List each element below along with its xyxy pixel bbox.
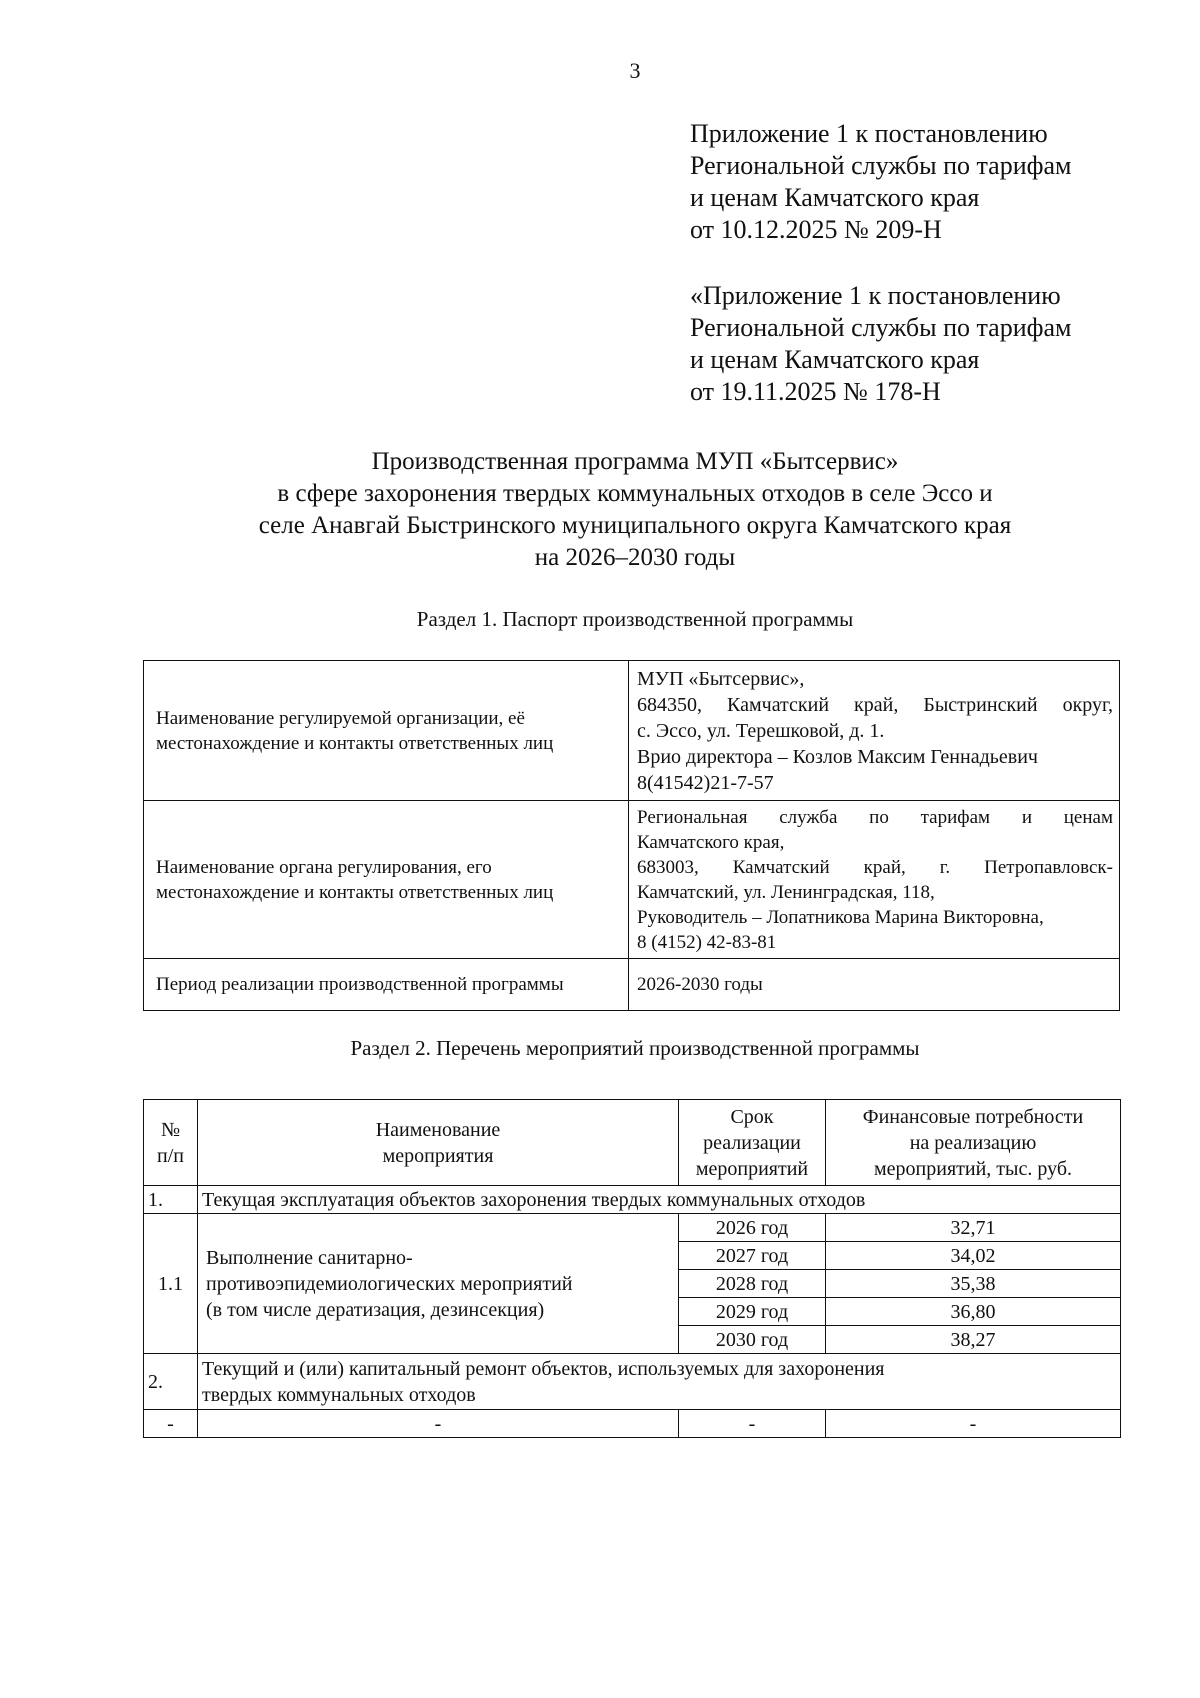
value-line: с. Эссо, ул. Терешковой, д. 1.: [637, 719, 885, 742]
year-cell: 2026 год: [679, 1214, 826, 1242]
events-item-row: [144, 1214, 1121, 1242]
group-title: Текущая эксплуатация объектов захоронения твердых коммунальных отходов: [198, 1186, 1121, 1214]
year-cell: 2029 год: [679, 1298, 826, 1326]
header-finance: Финансовые потребности на реализацию мероприятий, тыс. руб.: [826, 1100, 1121, 1186]
title-line: селе Анавгай Быстринского муниципального округа Камчатского края: [258, 512, 1012, 539]
value-line: 683003, Камчатский край, г. Петропавловск-: [637, 856, 1113, 878]
appendix-reference-current: [690, 118, 1160, 246]
value-line: Камчатского края,: [637, 831, 785, 853]
header-num: № п/п: [144, 1100, 198, 1186]
item-title: Выполнение санитарно- противоэпидемиологических мероприятий (в том числе дератизация, дезинсекция): [198, 1214, 679, 1354]
value-line: 8(41542)21-7-57: [637, 771, 774, 794]
events-empty-row: [144, 1410, 1121, 1438]
title-line: в сфере захоронения твердых коммунальных отходов в селе Эссо и: [277, 480, 993, 507]
passport-value: 2026-2030 годы: [629, 959, 1120, 1011]
value-cell: 34,02: [826, 1242, 1121, 1270]
value-line: Камчатский, ул. Ленинградская, 118,: [637, 881, 935, 903]
title-line: Производственная программа МУП «Бытсервис»: [371, 448, 899, 475]
passport-row-organization: [144, 661, 1120, 801]
group-title: Текущий и (или) капитальный ремонт объектов, используемых для захоронения твердых коммунальных отходов: [198, 1354, 1121, 1410]
appendix-line: Приложение 1 к постановлению: [690, 119, 1048, 148]
row-num: 2.: [144, 1354, 198, 1410]
section1-title: Раздел 1. Паспорт производственной программы: [416, 607, 854, 631]
value-line: 684350, Камчатский край, Быстринский округ,: [637, 693, 1113, 716]
year-cell: 2030 год: [679, 1326, 826, 1354]
dash-cell: -: [679, 1410, 826, 1438]
year-cell: 2028 год: [679, 1270, 826, 1298]
value-cell: 38,27: [826, 1326, 1121, 1354]
page-number: 3: [629, 58, 641, 83]
appendix-line: Региональной службы по тарифам: [690, 313, 1072, 342]
value-cell: 35,38: [826, 1270, 1121, 1298]
appendix-line: и ценам Камчатского края: [690, 183, 980, 212]
appendix-line: от 10.12.2025 № 209-Н: [690, 215, 942, 244]
appendix-line: и ценам Камчатского края: [690, 345, 980, 374]
appendix-reference-previous: [690, 280, 1160, 408]
passport-label: Наименование регулируемой организации, её местонахождение и контакты ответственных лиц: [144, 661, 629, 801]
title-line: на 2026–2030 годы: [534, 544, 736, 571]
value-line: 8 (4152) 42-83-81: [637, 931, 777, 953]
passport-label: Период реализации производственной программы: [144, 959, 629, 1011]
dash-cell: -: [144, 1410, 198, 1438]
header-term: Срок реализации мероприятий: [679, 1100, 826, 1186]
value-line: Врио директора – Козлов Максим Геннадьевич: [637, 745, 1038, 768]
events-group-row: [144, 1354, 1121, 1410]
events-group-row: [144, 1186, 1121, 1214]
passport-value: [629, 801, 1120, 959]
section2-title: Раздел 2. Перечень мероприятий производственной программы: [350, 1036, 920, 1060]
dash-cell: -: [198, 1410, 679, 1438]
year-cell: 2027 год: [679, 1242, 826, 1270]
passport-row-period: [144, 959, 1120, 1011]
value-line: Руководитель – Лопатникова Марина Викторовна,: [637, 906, 1044, 928]
value-cell: 36,80: [826, 1298, 1121, 1326]
passport-value: [629, 661, 1120, 801]
value-cell: 32,71: [826, 1214, 1121, 1242]
row-num: 1.1: [144, 1214, 198, 1354]
header-name: Наименование мероприятия: [198, 1100, 679, 1186]
appendix-line: Региональной службы по тарифам: [690, 151, 1072, 180]
appendix-line: «Приложение 1 к постановлению: [690, 281, 1061, 310]
dash-cell: -: [826, 1410, 1121, 1438]
value-line: Региональная служба по тарифам и ценам: [637, 806, 1113, 828]
value-line: МУП «Бытсервис»,: [637, 667, 805, 690]
events-header-row: [144, 1100, 1121, 1186]
events-table: [143, 1099, 1121, 1438]
passport-label: Наименование органа регулирования, его местонахождение и контакты ответственных лиц: [144, 801, 629, 959]
passport-row-regulator: [144, 801, 1120, 959]
row-num: 1.: [144, 1186, 198, 1214]
document-title: [0, 446, 1200, 574]
appendix-line: от 19.11.2025 № 178-Н: [690, 377, 941, 406]
passport-table: [143, 660, 1120, 1011]
